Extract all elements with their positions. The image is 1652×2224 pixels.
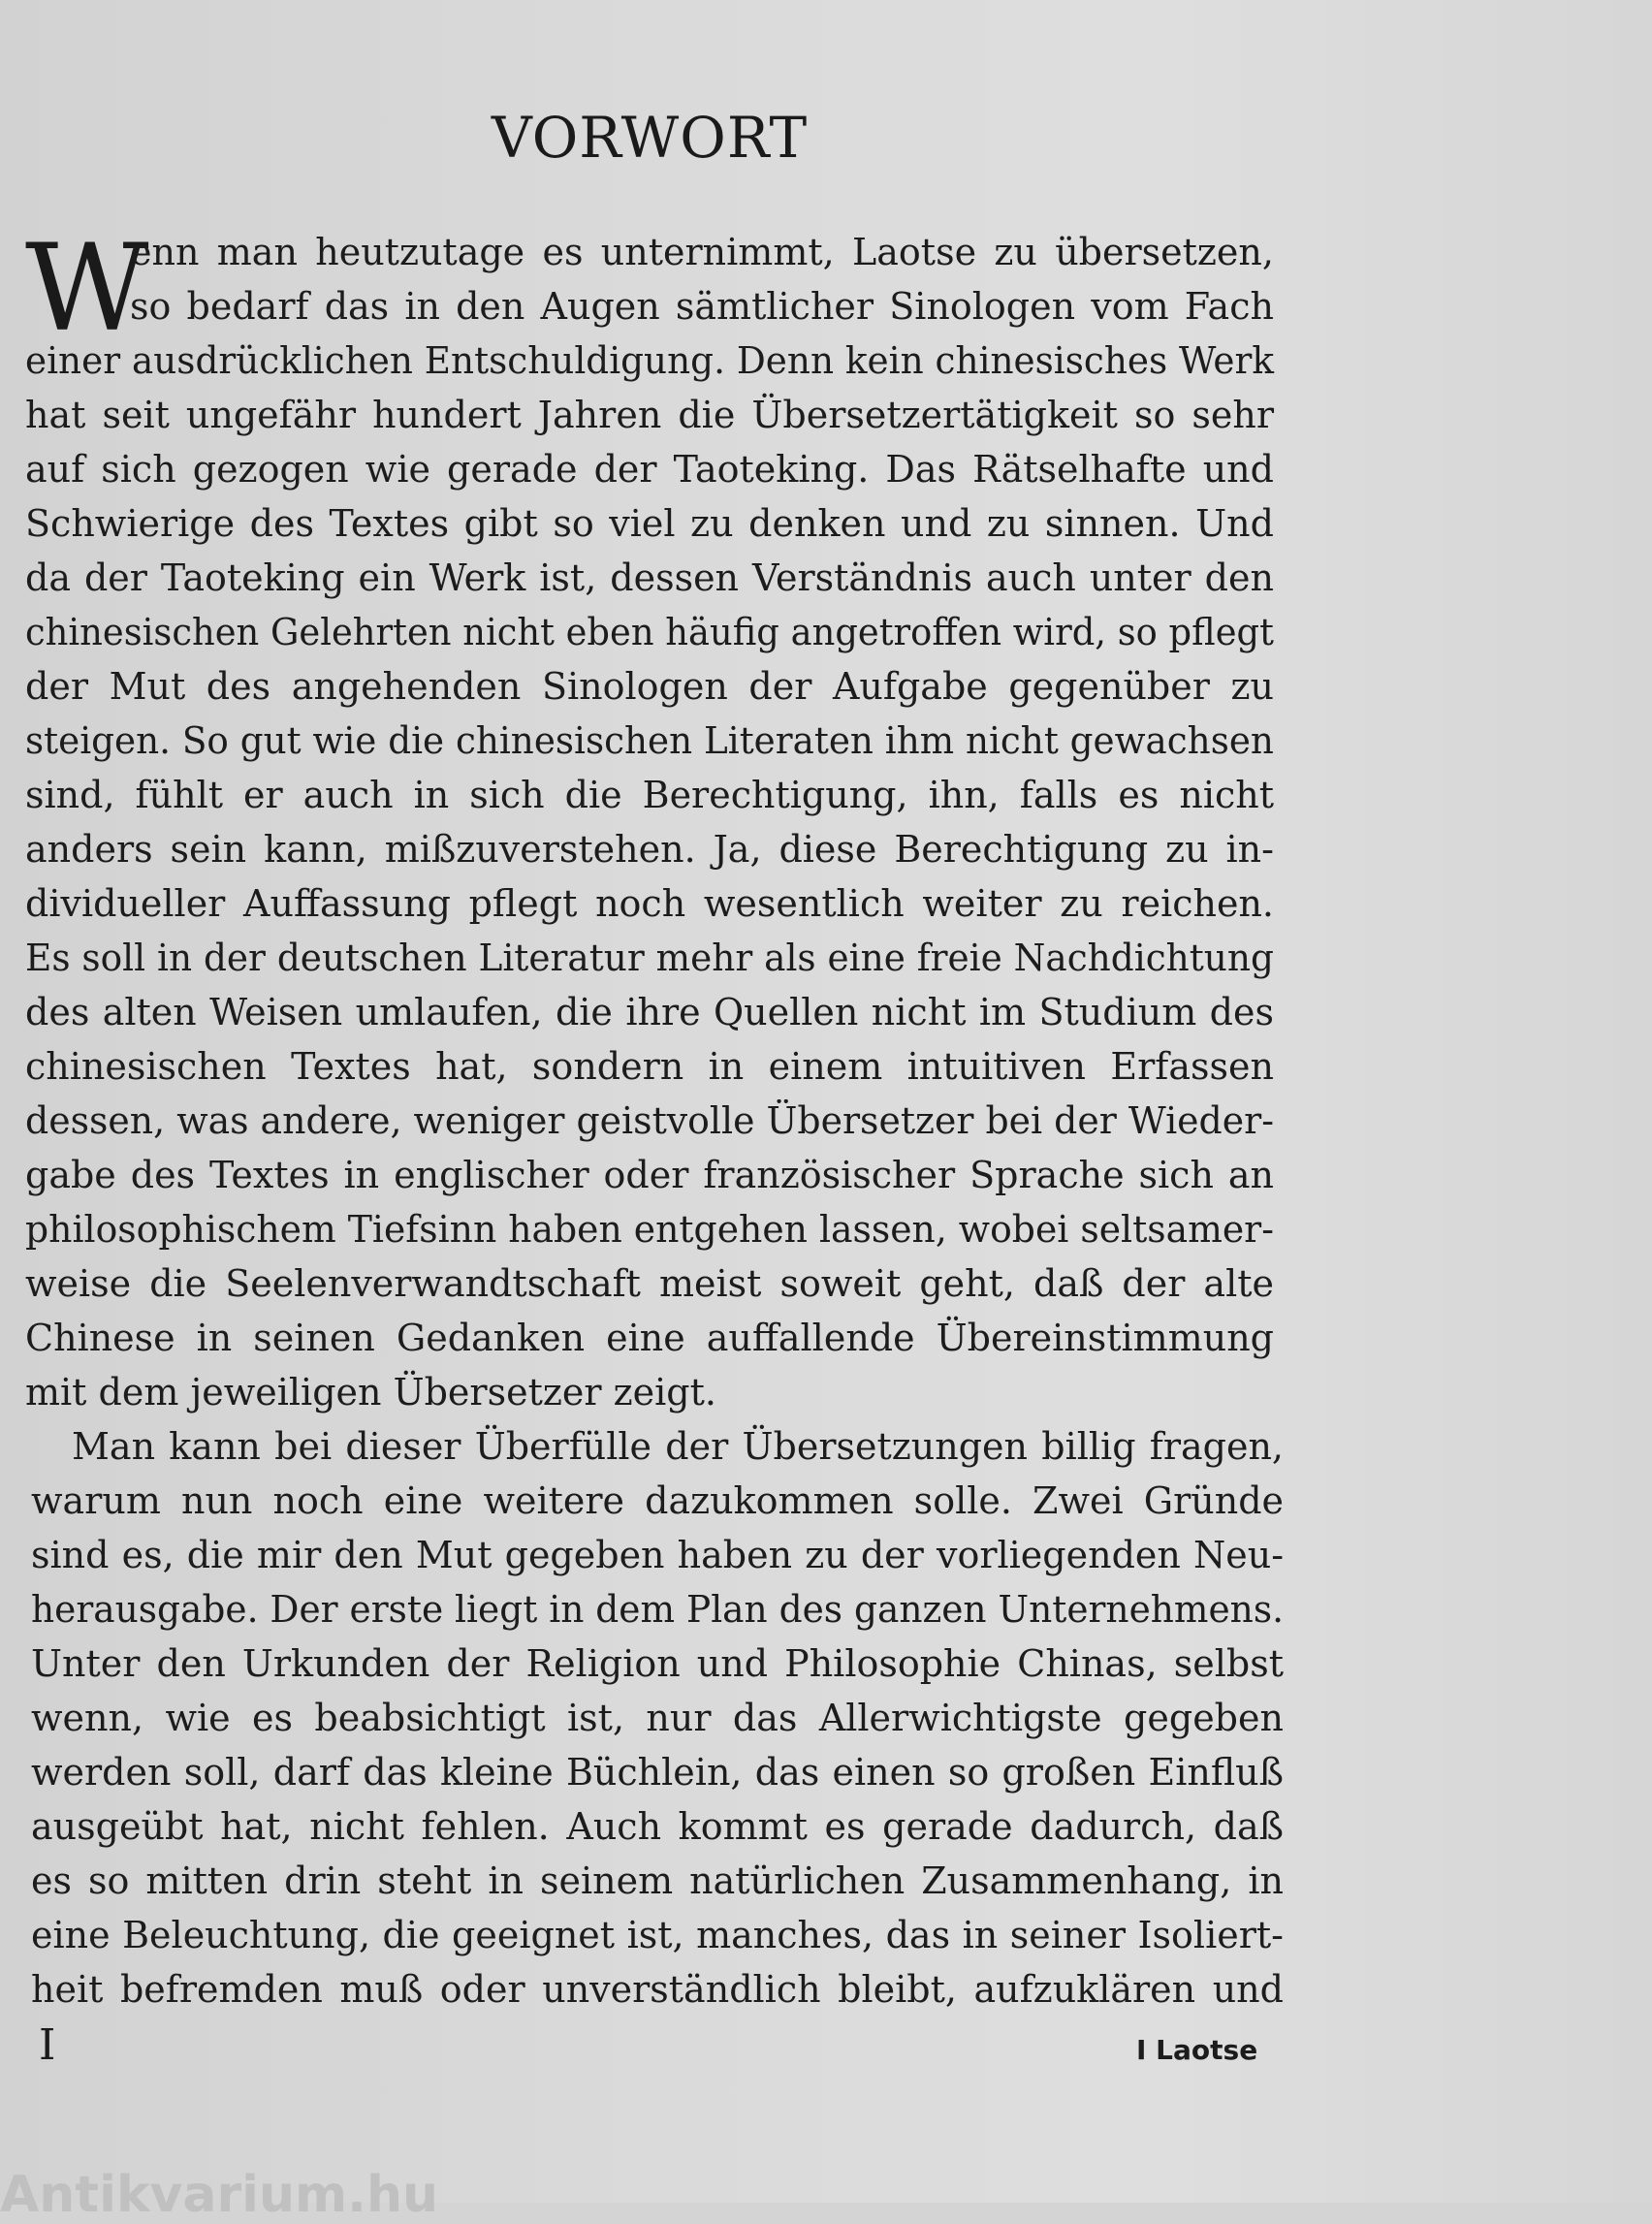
text-line: dessen, was andere, weniger geistvolle Übersetzer bei der Wieder- (25, 1099, 1274, 1142)
text-line: sind, fühlt er auch in sich die Berechtigung, ihn, falls es nicht (25, 774, 1274, 816)
text-line: wenn, wie es beabsichtigt ist, nur das Allerwichtigste gegeben (31, 1697, 1284, 1739)
text-line: Chinese in seinen Gedanken eine auffallende Übereinstimmung (25, 1317, 1274, 1359)
text-line: sind es, die mir den Mut gegeben haben zu der vorliegenden Neu- (31, 1534, 1285, 1576)
text-line: Man kann bei dieser Überfülle der Übersetzungen billig fragen, (72, 1425, 1285, 1468)
text-line: es so mitten drin steht in seinem natürlichen Zusammenhang, in (31, 1859, 1284, 1902)
text-line: des alten Weisen umlaufen, die ihre Quellen nicht im Studium des (25, 991, 1274, 1033)
text-line: Schwierige des Textes gibt so viel zu denken und zu sinnen. Und (25, 502, 1274, 545)
text-line: heit befremden muß oder unverständlich bleibt, aufzuklären und (31, 1968, 1284, 2011)
text-line: ausgeübt hat, nicht fehlen. Auch kommt es gerade dadurch, daß (31, 1805, 1285, 1848)
text-line: gabe des Textes in englischer oder französischer Sprache sich an (25, 1154, 1274, 1196)
text-line: chinesischen Textes hat, sondern in einem intuitiven Erfassen (25, 1045, 1274, 1088)
text-line: werden soll, darf das kleine Büchlein, das einen so großen Einfluß (31, 1751, 1285, 1794)
text-line: philosophischem Tiefsinn haben entgehen lassen, wobei seltsamer- (25, 1208, 1274, 1251)
text-line: chinesischen Gelehrten nicht eben häufig angetroffen wird, so pflegt (25, 611, 1274, 653)
text-line: Es soll in der deutschen Literatur mehr als eine freie Nachdichtung (25, 937, 1274, 979)
text-line: steigen. So gut wie die chinesischen Literaten ihm nicht gewachsen (25, 719, 1274, 762)
text-line: dividueller Auffassung pflegt noch wesentlich weiter zu reichen. (25, 882, 1275, 925)
text-line: Unter den Urkunden der Religion und Philosophie Chinas, selbst (31, 1642, 1284, 1685)
text-line: herausgabe. Der erste liegt in dem Plan des ganzen Unternehmens. (31, 1588, 1284, 1631)
text-line: so bedarf das in den Augen sämtlicher Sinologen vom Fach (130, 285, 1274, 328)
text-line: einer ausdrücklichen Entschuldigung. Denn kein chinesisches Werk (25, 339, 1275, 382)
text-line: da der Taoteking ein Werk ist, dessen Verständnis auch unter den (25, 556, 1274, 599)
text-line: eine Beleuchtung, die geeignet ist, manches, das in seiner Isoliert- (31, 1914, 1284, 1956)
signature-mark-right: I Laotse (1136, 2034, 1258, 2066)
text-line: der Mut des angehenden Sinologen der Aufgabe gegenüber zu (25, 665, 1274, 708)
text-line-last: mit dem jeweiligen Übersetzer zeigt. (25, 1371, 716, 1414)
text-line: weise die Seelenverwandtschaft meist soweit geht, daß der alte (25, 1262, 1274, 1305)
text-line: enn man heutzutage es unternimmt, Laotse zu übersetzen, (130, 231, 1274, 273)
text-line: hat seit ungefähr hundert Jahren die Übersetzertätigkeit so sehr (25, 394, 1275, 436)
watermark: Antikvarium.hu (0, 2166, 438, 2224)
signature-mark-left: I (39, 2020, 56, 2070)
text-line: warum nun noch eine weitere dazukommen solle. Zwei Gründe (31, 1479, 1285, 1522)
text-line: auf sich gezogen wie gerade der Taoteking. Das Rätselhafte und (25, 448, 1274, 491)
page-title: VORWORT (491, 105, 809, 171)
text-line: anders sein kann, mißzuverstehen. Ja, diese Berechtigung zu in- (25, 828, 1274, 871)
drop-cap: W (25, 219, 149, 359)
